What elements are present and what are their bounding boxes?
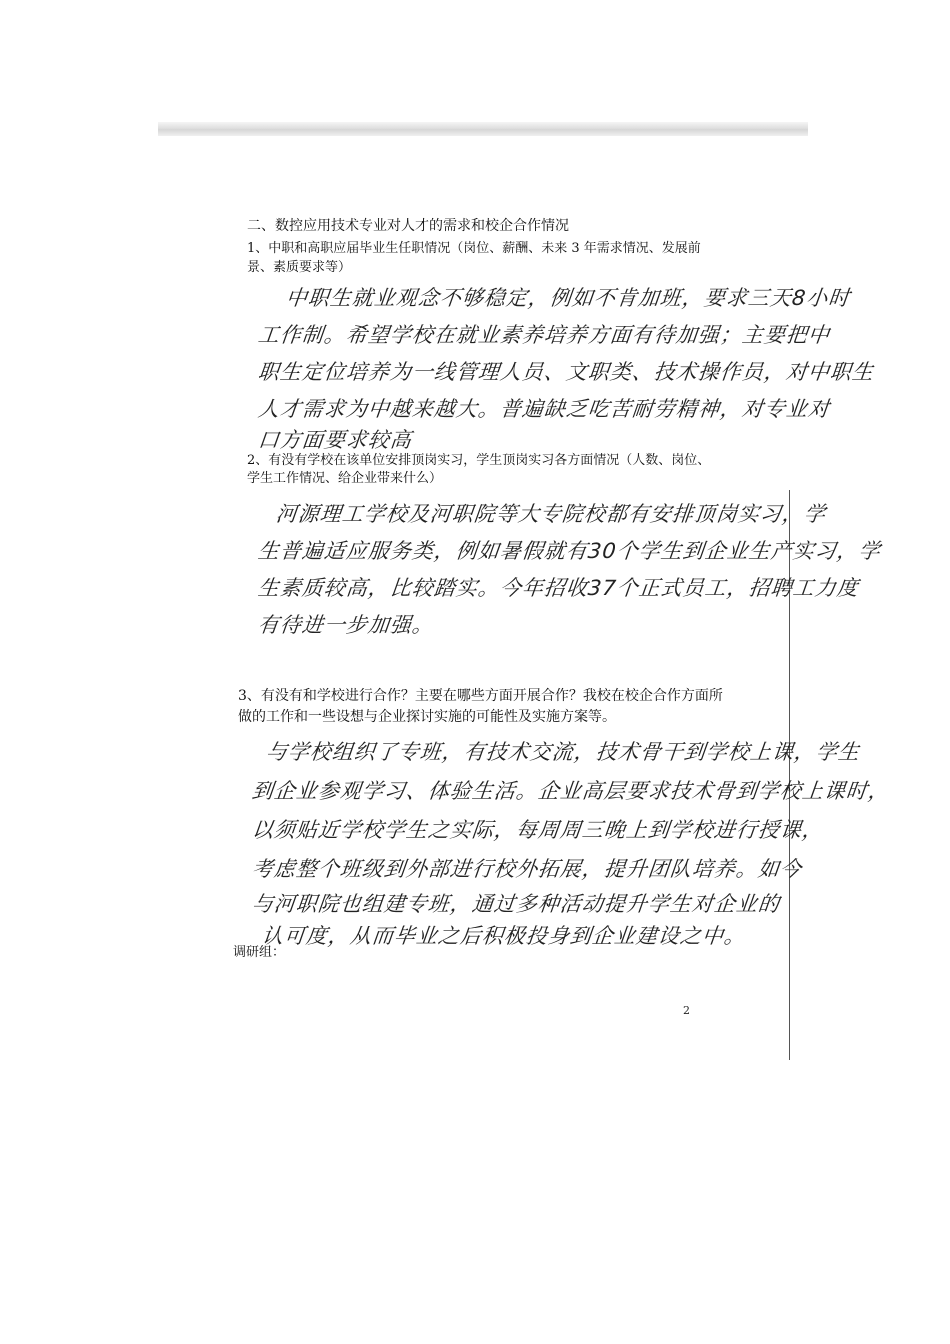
question-3-line-1: 3、有没有和学校进行合作？主要在哪些方面开展合作？我校在校企合作方面所 [238,688,723,704]
answer-3-line: 与学校组织了专班，有技术交流，技术骨干到学校上课，学生 [264,740,862,764]
answer-1-line: 工作制。希望学校在就业素养培养方面有待加强；主要把中 [256,323,832,347]
survey-group-label: 调研组： [233,945,286,960]
question-2-line-2: 学生工作情况、给企业带来什么） [247,471,443,486]
question-2-line-1: 2、有没有学校在该单位安排顶岗实习，学生顶岗实习各方面情况（人数、岗位、 [247,453,711,468]
section-heading: 二、数控应用技术专业对人才的需求和校企合作情况 [247,218,569,234]
question-1-line-2: 景、素质要求等） [247,260,352,275]
answer-3-line: 考虑整个班级到外部进行校外拓展，提升团队培养。如今 [250,857,804,881]
page-number: 2 [683,1004,690,1017]
answer-1-line: 职生定位培养为一线管理人员、文职类、技术操作员，对中职生 [256,360,876,384]
question-1-line-1: 1、中职和高职应届毕业生任职情况（岗位、薪酬、未来 3 年需求情况、发展前 [247,241,701,256]
answer-1-line: 口方面要求较高 [256,428,414,452]
answer-2-line: 生素质较高，比较踏实。今年招收37个正式员工，招聘工力度 [256,576,860,600]
answer-1-line: 中职生就业观念不够稳定，例如不肯加班，要求三天8小时 [284,286,852,310]
scan-top-band [158,122,808,136]
answer-3-line: 到企业参观学习、体验生活。企业高层要求技术骨到学校上课时， [250,779,892,803]
question-3-line-2: 做的工作和一些设想与企业探讨实施的可能性及实施方案等。 [238,709,616,725]
answer-3-line: 认可度，从而毕业之后积极投身到企业建设之中。 [260,924,748,948]
answer-3-line: 以须贴近学校学生之实际，每周周三晚上到学校进行授课， [250,818,826,842]
answer-3-line: 与河职院也组建专班，通过多种活动提升学生对企业的 [250,892,782,916]
answer-1-line: 人才需求为中越来越大。普遍缺乏吃苦耐劳精神，对专业对 [256,397,832,421]
answer-2-line: 生普遍适应服务类，例如暑假就有30个学生到企业生产实习，学 [256,539,882,563]
answer-2-line: 河源理工学校及河职院等大专院校都有安排顶岗实习，学 [274,502,828,526]
answer-2-line: 有待进一步加强。 [256,613,436,637]
